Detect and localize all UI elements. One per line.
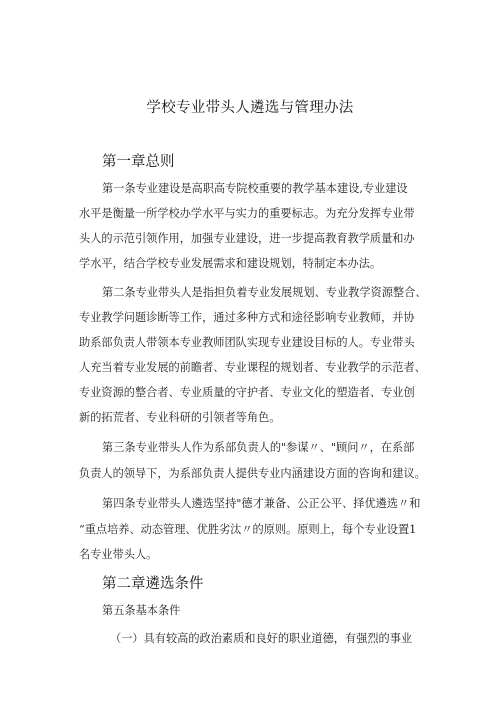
paragraph-line: 头人的示范引领作用，加强专业建设，进一步提高教育教学质量和办 — [79, 232, 415, 245]
paragraph-line: 负责人的领导下，为系部负责人提供专业内涵建设方面的咨询和建议。 — [79, 467, 426, 480]
paragraph-line: 新的拓荒者、专业科研的引领者等角色。 — [79, 411, 281, 424]
chapter-heading-1: 第一章总则 — [102, 154, 175, 170]
document-title: 学校专业带头人遴选与管理办法 — [146, 100, 354, 116]
paragraph-line: 助系部负责人带领本专业教师团队实现专业建设目标的人。专业带头 — [79, 336, 415, 349]
paragraph-line: （一）具有较高的政治素质和良好的职业道德，有强烈的事业 — [110, 632, 413, 645]
paragraph-line: 第二条专业带头人是指担负着专业发展规划、专业教学资源整合、 — [102, 286, 427, 299]
paragraph-line: 第五条基本条件 — [102, 604, 181, 617]
paragraph-line: 专业资源的整合者、专业质量的守护者、专业文化的塑造者、专业创 — [79, 386, 415, 399]
paragraph-line: 名专业带头人。 — [79, 548, 158, 561]
paragraph-line: 第四条专业带头人遴选坚持"德才兼备、公正公平、择优遴选〃和 — [102, 497, 421, 510]
paragraph-line: 学水平，结合学校专业发展需求和建设规划，特制定本办法。 — [79, 257, 382, 270]
paragraph-line: 第三条专业带头人作为系部负责人的"参谋〃、"顾问〃，在系部 — [102, 441, 415, 454]
paragraph-line: 人充当着专业发展的前瞻者、专业课程的规划者、专业教学的示范者、 — [79, 361, 426, 374]
chapter-heading-2: 第二章遴选条件 — [102, 576, 204, 592]
paragraph-line: “重点培养、动态管理、优胜劣汰〃的原则。原则上，每个专业设置1 — [79, 523, 417, 536]
paragraph-line: 第一条专业建设是高职高专院校重要的教学基本建设,专业建设 — [102, 182, 408, 195]
paragraph-line: 水平是衡量一所学校办学水平与实力的重要标志。为充分发挥专业带 — [79, 207, 415, 220]
paragraph-line: 专业教学问题诊断等工作，通过多种方式和途径影响专业教师，并协 — [79, 311, 415, 324]
